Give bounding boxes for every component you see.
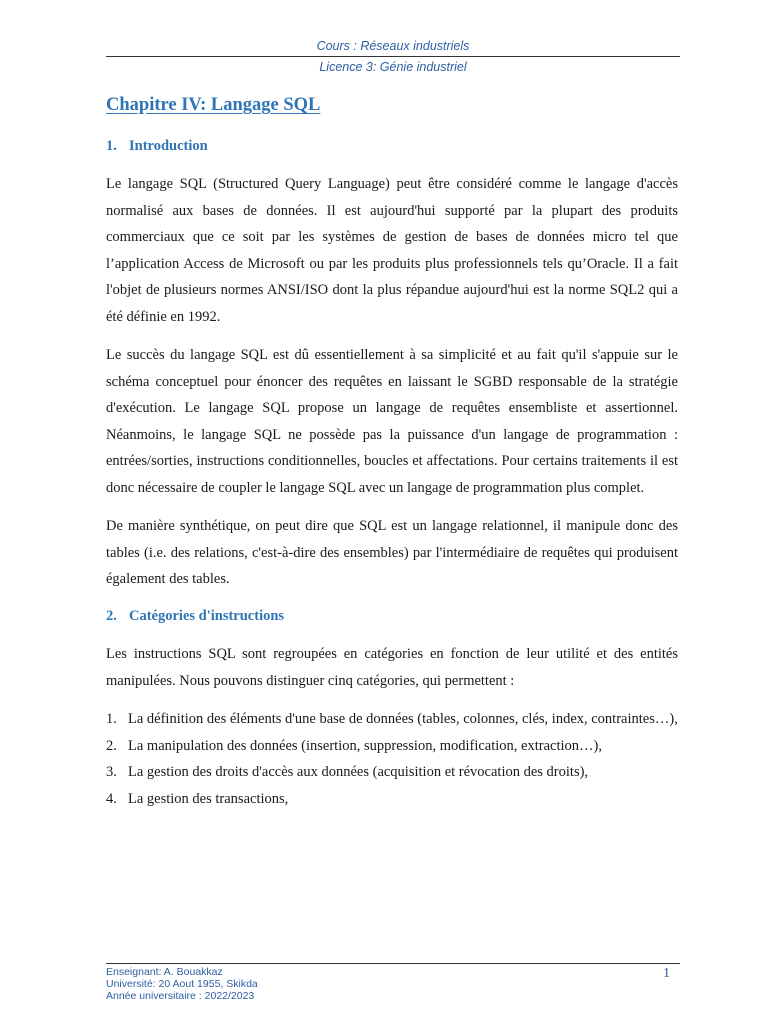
list-item-number: 4. [106,790,117,807]
page-footer [106,963,680,1002]
section-heading-introduction [106,138,208,155]
list-item-text: La manipulation des données (insertion, suppression, modification, extraction…), [128,737,602,754]
footer-year: Année universitaire : 2022/2023 [106,990,255,1002]
paragraph-intro-3: De manière synthétique, on peut dire que SQL est un langage relationnel, il manipule donc des tables (i.e. des relations, c'est-à-dire des ensembles) par l'intermédiaire de requêtes qui produisent également des tables. [106,518,678,587]
paragraph-categories-intro: Les instructions SQL sont regroupées en catégories en fonction de leur utilité et des entités manipulées. Nous pouvons distinguer cinq catégories, qui permettent : [106,646,678,689]
page-number: 1 [663,966,670,981]
list-item-text: La gestion des transactions, [128,790,289,807]
list-item-text: La gestion des droits d'accès aux données (acquisition et révocation des droits), [128,764,589,780]
list-item [106,759,678,786]
footer-teacher: Enseignant: A. Bouakkaz [106,966,223,978]
list-item [106,706,678,733]
list-item [106,786,678,813]
chapter-title: Chapitre IV: Langage SQL [106,95,321,115]
categories-list [106,706,678,812]
list-item [106,733,678,760]
paragraph-intro-1: Le langage SQL (Structured Query Language) peut être considéré comme le langage d'accès normalisé aux bases de données. Il est aujourd'hui supporté par la plupart des produits commerciaux que ce soit par les systèmes de gestion de bases de données micro tel que l’application Access de Microsoft ou par les produits plus professionnels tels qu’Oracle. Il a fait l'objet de plusieurs normes ANSI/ISO dont la plus répandue aujourd'hui est la norme SQL2 qui a été définie en 1992. [106,176,678,325]
header-rule [106,56,680,57]
list-item-number: 2. [106,737,117,754]
list-item-number: 3. [106,764,117,780]
section-number: 2. [106,608,117,624]
page-header [106,38,680,76]
section-title: Introduction [129,138,208,154]
footer-university: Université: 20 Aout 1955, Skikda [106,978,258,990]
section-number: 1. [106,138,117,154]
header-course: Cours : Réseaux industriels [316,39,470,53]
paragraph-intro-2: Le succès du langage SQL est dû essentiellement à sa simplicité et au fait qu'il s'appuie sur le schéma conceptuel pour énoncer des requêtes en laissant le SGBD responsable de la stratégie d'exécution. Le langage SQL propose un langage de requêtes ensembliste et assertionnel. Néanmoins, le langage SQL ne possède pas la puissance d'un langage de programmation : entrées/sorties, instructions conditionnelles, boucles et affectations. Pour certains traitements il est donc nécessaire de coupler le langage SQL avec un langage de programmation plus complet. [106,347,678,496]
header-level: Licence 3: Génie industriel [319,60,467,74]
section-title: Catégories d'instructions [129,608,285,624]
list-item-number: 1. [106,711,117,727]
section-heading-categories [106,608,284,625]
list-item-text: La définition des éléments d'une base de données (tables, colonnes, clés, index, contraintes…), [128,711,678,727]
